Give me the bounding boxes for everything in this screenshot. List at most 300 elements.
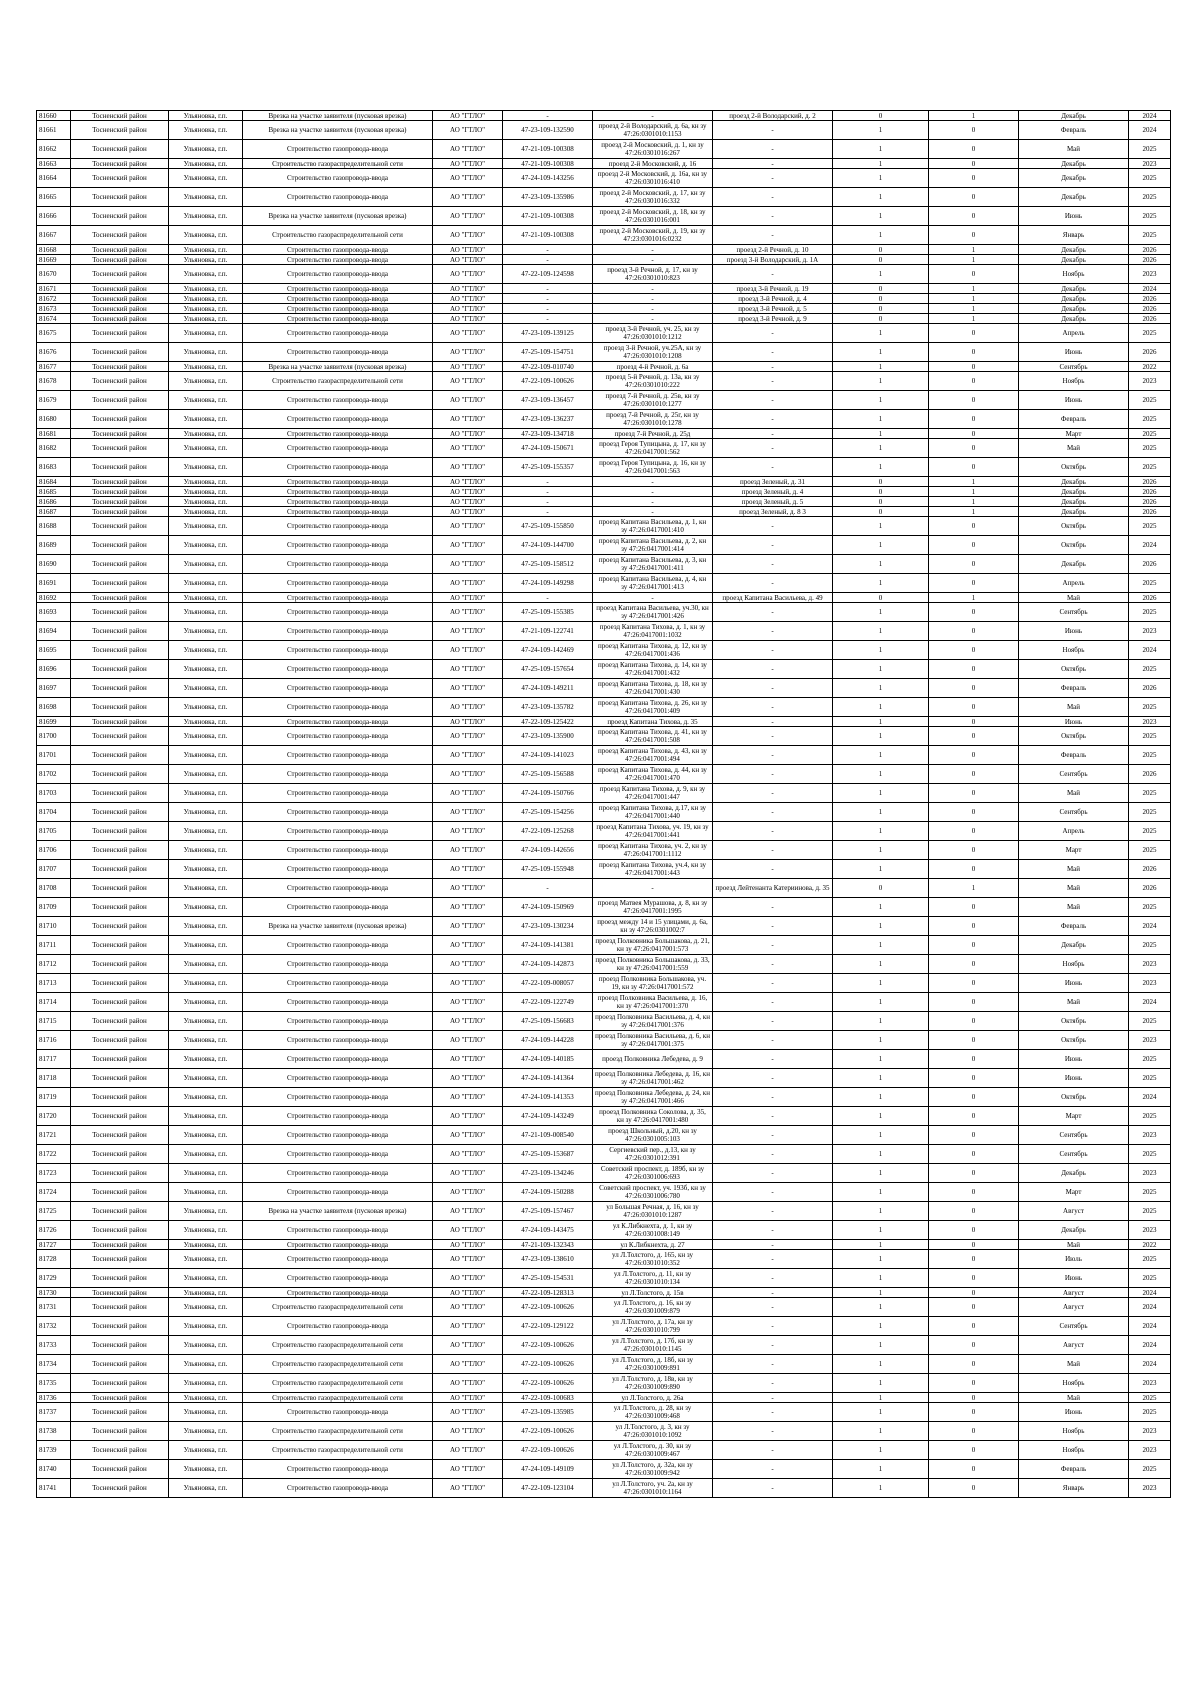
table-row [37, 974, 1171, 993]
flag-a-cell: 0 [833, 304, 929, 314]
work-type-cell: Строительство газопровода-ввода [243, 593, 433, 603]
row-number: 81715 [37, 1012, 71, 1031]
flag-b-cell: 0 [929, 898, 1019, 917]
contract-number-cell: 47-21-109-008540 [503, 1126, 593, 1145]
flag-a-cell: 1 [833, 265, 929, 284]
month-cell: Март [1019, 1107, 1129, 1126]
address-cadastral-cell: проезд Полковника Васильева, д. 6, кн зу 47:26:0417001:375 [593, 1031, 713, 1050]
flag-a-cell: 1 [833, 993, 929, 1012]
address-cell: - [713, 226, 833, 245]
row-number: 81711 [37, 936, 71, 955]
district-cell: Тосненский район [71, 1393, 169, 1403]
year-cell: 2025 [1129, 936, 1171, 955]
address-cell: - [713, 898, 833, 917]
address-cell: - [713, 660, 833, 679]
row-number: 81663 [37, 159, 71, 169]
address-cadastral-cell: проезд 4-й Речной, д. 6а [593, 362, 713, 372]
month-cell: Сентябрь [1019, 1317, 1129, 1336]
flag-b-cell: 0 [929, 1145, 1019, 1164]
address-cadastral-cell: - [593, 284, 713, 294]
table-row [37, 746, 1171, 765]
address-cadastral-cell: - [593, 245, 713, 255]
year-cell: 2022 [1129, 362, 1171, 372]
row-number: 81669 [37, 255, 71, 265]
district-cell: Тосненский район [71, 574, 169, 593]
flag-a-cell: 1 [833, 1336, 929, 1355]
month-cell: Февраль [1019, 746, 1129, 765]
flag-b-cell: 1 [929, 294, 1019, 304]
address-cell: - [713, 1298, 833, 1317]
organization-cell: АО "ГТЛО" [433, 140, 503, 159]
district-cell: Тосненский район [71, 622, 169, 641]
row-number: 81722 [37, 1145, 71, 1164]
year-cell: 2023 [1129, 1031, 1171, 1050]
address-cell: - [713, 1355, 833, 1374]
month-cell: Сентябрь [1019, 803, 1129, 822]
settlement-cell: Ульяновка, г.п. [169, 879, 243, 898]
flag-b-cell: 1 [929, 879, 1019, 898]
address-cell: - [713, 936, 833, 955]
address-cadastral-cell: проезд Капитана Васильева, уч.30, кн зу 47:26:0417001:426 [593, 603, 713, 622]
address-cadastral-cell: проезд 3-й Речной, уч.25А, кн зу 47:26:0301010:1208 [593, 343, 713, 362]
settlement-cell: Ульяновка, г.п. [169, 1050, 243, 1069]
contract-number-cell: 47-22-109-100626 [503, 1355, 593, 1374]
district-cell: Тосненский район [71, 1050, 169, 1069]
table-row [37, 1088, 1171, 1107]
flag-b-cell: 0 [929, 1317, 1019, 1336]
settlement-cell: Ульяновка, г.п. [169, 255, 243, 265]
organization-cell: АО "ГТЛО" [433, 974, 503, 993]
organization-cell: АО "ГТЛО" [433, 1298, 503, 1317]
table-row [37, 860, 1171, 879]
work-type-cell: Строительство газопровода-ввода [243, 439, 433, 458]
table-row [37, 1012, 1171, 1031]
flag-b-cell: 0 [929, 1050, 1019, 1069]
district-cell: Тосненский район [71, 111, 169, 121]
flag-a-cell: 1 [833, 1422, 929, 1441]
flag-a-cell: 1 [833, 1479, 929, 1498]
work-type-cell: Строительство газопровода-ввода [243, 860, 433, 879]
row-number: 81720 [37, 1107, 71, 1126]
settlement-cell: Ульяновка, г.п. [169, 536, 243, 555]
table-body [37, 111, 1171, 1498]
row-number: 81741 [37, 1479, 71, 1498]
address-cell: - [713, 362, 833, 372]
address-cell: - [713, 1012, 833, 1031]
address-cadastral-cell: проезд Капитана Васильева, д. 4, кн зу 47:26:0417001:413 [593, 574, 713, 593]
flag-a-cell: 1 [833, 324, 929, 343]
year-cell: 2026 [1129, 487, 1171, 497]
contract-number-cell: - [503, 284, 593, 294]
organization-cell: АО "ГТЛО" [433, 362, 503, 372]
year-cell: 2025 [1129, 1403, 1171, 1422]
district-cell: Тосненский район [71, 603, 169, 622]
address-cell: - [713, 784, 833, 803]
settlement-cell: Ульяновка, г.п. [169, 860, 243, 879]
month-cell: Октябрь [1019, 660, 1129, 679]
organization-cell: АО "ГТЛО" [433, 1050, 503, 1069]
organization-cell: АО "ГТЛО" [433, 698, 503, 717]
address-cell: - [713, 555, 833, 574]
address-cell: проезд Зеленый, д. 5 [713, 497, 833, 507]
row-number: 81664 [37, 169, 71, 188]
address-cell: - [713, 1031, 833, 1050]
flag-b-cell: 0 [929, 188, 1019, 207]
month-cell: Февраль [1019, 917, 1129, 936]
year-cell: 2025 [1129, 841, 1171, 860]
address-cell: - [713, 746, 833, 765]
table-row [37, 121, 1171, 140]
row-number: 81686 [37, 497, 71, 507]
table-row [37, 255, 1171, 265]
month-cell: Февраль [1019, 679, 1129, 698]
settlement-cell: Ульяновка, г.п. [169, 111, 243, 121]
district-cell: Тосненский район [71, 343, 169, 362]
year-cell: 2023 [1129, 159, 1171, 169]
address-cell: - [713, 429, 833, 439]
contract-number-cell: 47-21-109-100308 [503, 159, 593, 169]
organization-cell: АО "ГТЛО" [433, 936, 503, 955]
row-number: 81667 [37, 226, 71, 245]
work-type-cell: Строительство газопровода-ввода [243, 784, 433, 803]
work-type-cell: Строительство газопровода-ввода [243, 1221, 433, 1240]
district-cell: Тосненский район [71, 410, 169, 429]
flag-b-cell: 0 [929, 458, 1019, 477]
organization-cell: АО "ГТЛО" [433, 1240, 503, 1250]
organization-cell: АО "ГТЛО" [433, 314, 503, 324]
flag-b-cell: 0 [929, 1088, 1019, 1107]
work-type-cell: Строительство газопровода-ввода [243, 936, 433, 955]
year-cell: 2025 [1129, 898, 1171, 917]
address-cadastral-cell: проезд Героя Тупицына, д. 17, кн зу 47:26:0417001:562 [593, 439, 713, 458]
row-number: 81713 [37, 974, 71, 993]
settlement-cell: Ульяновка, г.п. [169, 1031, 243, 1050]
district-cell: Тосненский район [71, 746, 169, 765]
organization-cell: АО "ГТЛО" [433, 169, 503, 188]
table-row [37, 429, 1171, 439]
year-cell: 2026 [1129, 294, 1171, 304]
address-cadastral-cell: - [593, 487, 713, 497]
contract-number-cell: 47-25-109-154256 [503, 803, 593, 822]
flag-b-cell: 1 [929, 255, 1019, 265]
flag-a-cell: 1 [833, 1460, 929, 1479]
work-type-cell: Строительство газопровода-ввода [243, 1288, 433, 1298]
flag-a-cell: 1 [833, 517, 929, 536]
row-number: 81673 [37, 304, 71, 314]
month-cell: Декабрь [1019, 111, 1129, 121]
work-type-cell: Строительство газопровода-ввода [243, 1317, 433, 1336]
organization-cell: АО "ГТЛО" [433, 284, 503, 294]
address-cadastral-cell: проезд 5-й Речной, д. 13а, кн зу 47:26:0301010:222 [593, 372, 713, 391]
settlement-cell: Ульяновка, г.п. [169, 497, 243, 507]
contract-number-cell: 47-25-109-154751 [503, 343, 593, 362]
contract-number-cell: 47-23-109-134246 [503, 1164, 593, 1183]
flag-b-cell: 0 [929, 1298, 1019, 1317]
month-cell: Июнь [1019, 1269, 1129, 1288]
table-row [37, 324, 1171, 343]
year-cell: 2025 [1129, 1107, 1171, 1126]
address-cadastral-cell: проезд 2-й Московский, д. 17, кн зу 47:26:0301016:332 [593, 188, 713, 207]
contract-number-cell: - [503, 245, 593, 255]
row-number: 81697 [37, 679, 71, 698]
flag-b-cell: 1 [929, 314, 1019, 324]
year-cell: 2023 [1129, 1164, 1171, 1183]
district-cell: Тосненский район [71, 1460, 169, 1479]
year-cell: 2023 [1129, 1479, 1171, 1498]
month-cell: Сентябрь [1019, 1126, 1129, 1145]
contract-number-cell: 47-24-109-149109 [503, 1460, 593, 1479]
flag-a-cell: 0 [833, 284, 929, 294]
table-row [37, 391, 1171, 410]
flag-a-cell: 1 [833, 140, 929, 159]
flag-b-cell: 1 [929, 497, 1019, 507]
flag-a-cell: 1 [833, 860, 929, 879]
table-row [37, 1145, 1171, 1164]
month-cell: Май [1019, 993, 1129, 1012]
work-type-cell: Строительство газопровода-ввода [243, 955, 433, 974]
work-type-cell: Врезка на участке заявителя (пусковая врезка) [243, 917, 433, 936]
organization-cell: АО "ГТЛО" [433, 1479, 503, 1498]
month-cell: Декабрь [1019, 477, 1129, 487]
flag-b-cell: 0 [929, 1107, 1019, 1126]
year-cell: 2025 [1129, 1145, 1171, 1164]
flag-a-cell: 1 [833, 362, 929, 372]
work-type-cell: Строительство газораспределительной сети [243, 372, 433, 391]
district-cell: Тосненский район [71, 936, 169, 955]
contract-number-cell: 47-25-109-157467 [503, 1202, 593, 1221]
address-cadastral-cell: проезд Полковника Васильева, д. 16, кн зу 47:26:0417001:370 [593, 993, 713, 1012]
month-cell: Апрель [1019, 574, 1129, 593]
flag-b-cell: 0 [929, 555, 1019, 574]
address-cadastral-cell: проезд 2-й Московский, д. 16 [593, 159, 713, 169]
address-cell: проезд 3-й Володарский, д. 1А [713, 255, 833, 265]
contract-number-cell: 47-22-109-008057 [503, 974, 593, 993]
work-type-cell: Врезка на участке заявителя (пусковая врезка) [243, 111, 433, 121]
table-row [37, 304, 1171, 314]
month-cell: Февраль [1019, 121, 1129, 140]
year-cell: 2025 [1129, 698, 1171, 717]
table-row [37, 727, 1171, 746]
contract-number-cell: 47-25-109-157654 [503, 660, 593, 679]
table-row [37, 1288, 1171, 1298]
contract-number-cell: 47-25-109-158512 [503, 555, 593, 574]
flag-b-cell: 0 [929, 429, 1019, 439]
organization-cell: АО "ГТЛО" [433, 955, 503, 974]
month-cell: Октябрь [1019, 536, 1129, 555]
year-cell: 2023 [1129, 622, 1171, 641]
month-cell: Май [1019, 1355, 1129, 1374]
row-number: 81682 [37, 439, 71, 458]
address-cell: - [713, 1422, 833, 1441]
flag-b-cell: 0 [929, 1069, 1019, 1088]
address-cell: - [713, 841, 833, 860]
settlement-cell: Ульяновка, г.п. [169, 1088, 243, 1107]
contract-number-cell: - [503, 255, 593, 265]
table-row [37, 1403, 1171, 1422]
table-row [37, 1441, 1171, 1460]
month-cell: Май [1019, 1393, 1129, 1403]
district-cell: Тосненский район [71, 698, 169, 717]
flag-a-cell: 0 [833, 314, 929, 324]
flag-a-cell: 0 [833, 879, 929, 898]
district-cell: Тосненский район [71, 1374, 169, 1393]
month-cell: Февраль [1019, 410, 1129, 429]
settlement-cell: Ульяновка, г.п. [169, 1460, 243, 1479]
address-cadastral-cell: ул Л.Толстого, д. 32а, кн зу 47:26:0301009:942 [593, 1460, 713, 1479]
address-cell: - [713, 458, 833, 477]
flag-a-cell: 1 [833, 159, 929, 169]
organization-cell: АО "ГТЛО" [433, 1269, 503, 1288]
flag-b-cell: 1 [929, 304, 1019, 314]
district-cell: Тосненский район [71, 1422, 169, 1441]
year-cell: 2026 [1129, 245, 1171, 255]
contract-number-cell: 47-22-109-100683 [503, 1393, 593, 1403]
organization-cell: АО "ГТЛО" [433, 993, 503, 1012]
year-cell: 2024 [1129, 1355, 1171, 1374]
district-cell: Тосненский район [71, 265, 169, 284]
address-cadastral-cell: проезд Героя Тупицына, д. 16, кн зу 47:26:0417001:563 [593, 458, 713, 477]
year-cell: 2026 [1129, 879, 1171, 898]
row-number: 81736 [37, 1393, 71, 1403]
contract-number-cell: 47-21-109-100308 [503, 207, 593, 226]
year-cell: 2025 [1129, 169, 1171, 188]
table-row [37, 955, 1171, 974]
settlement-cell: Ульяновка, г.п. [169, 936, 243, 955]
district-cell: Тосненский район [71, 207, 169, 226]
settlement-cell: Ульяновка, г.п. [169, 622, 243, 641]
address-cadastral-cell: проезд Матвея Мурашова, д. 8, кн зу 47:26:0417001:1995 [593, 898, 713, 917]
address-cell: - [713, 1336, 833, 1355]
address-cell: проезд 3-й Речной, д. 9 [713, 314, 833, 324]
table-row [37, 1336, 1171, 1355]
work-type-cell: Строительство газопровода-ввода [243, 555, 433, 574]
year-cell: 2025 [1129, 822, 1171, 841]
work-type-cell: Строительство газораспределительной сети [243, 1422, 433, 1441]
work-type-cell: Врезка на участке заявителя (пусковая врезка) [243, 121, 433, 140]
flag-b-cell: 1 [929, 245, 1019, 255]
flag-b-cell: 1 [929, 507, 1019, 517]
contract-number-cell: 47-25-109-153687 [503, 1145, 593, 1164]
month-cell: Май [1019, 1240, 1129, 1250]
flag-b-cell: 0 [929, 1393, 1019, 1403]
organization-cell: АО "ГТЛО" [433, 255, 503, 265]
flag-b-cell: 0 [929, 265, 1019, 284]
district-cell: Тосненский район [71, 429, 169, 439]
table-row [37, 1250, 1171, 1269]
settlement-cell: Ульяновка, г.п. [169, 487, 243, 497]
year-cell: 2025 [1129, 1393, 1171, 1403]
address-cadastral-cell: проезд Капитана Тихова, д. 14, кн зу 47:26:0417001:432 [593, 660, 713, 679]
settlement-cell: Ульяновка, г.п. [169, 226, 243, 245]
flag-b-cell: 0 [929, 641, 1019, 660]
contract-number-cell: 47-25-109-155357 [503, 458, 593, 477]
contract-number-cell: 47-24-109-143256 [503, 169, 593, 188]
settlement-cell: Ульяновка, г.п. [169, 324, 243, 343]
address-cell: - [713, 717, 833, 727]
flag-b-cell: 0 [929, 362, 1019, 372]
month-cell: Декабрь [1019, 245, 1129, 255]
settlement-cell: Ульяновка, г.п. [169, 458, 243, 477]
table-row [37, 487, 1171, 497]
table-row [37, 622, 1171, 641]
organization-cell: АО "ГТЛО" [433, 487, 503, 497]
row-number: 81695 [37, 641, 71, 660]
organization-cell: АО "ГТЛО" [433, 1012, 503, 1031]
work-type-cell: Строительство газопровода-ввода [243, 841, 433, 860]
row-number: 81705 [37, 822, 71, 841]
contract-number-cell: 47-22-109-123104 [503, 1479, 593, 1498]
settlement-cell: Ульяновка, г.п. [169, 727, 243, 746]
work-type-cell: Строительство газопровода-ввода [243, 1183, 433, 1202]
contract-number-cell: 47-22-109-129122 [503, 1317, 593, 1336]
address-cell: - [713, 1183, 833, 1202]
flag-a-cell: 0 [833, 507, 929, 517]
month-cell: Ноябрь [1019, 265, 1129, 284]
month-cell: Май [1019, 784, 1129, 803]
work-type-cell: Строительство газопровода-ввода [243, 343, 433, 362]
address-cadastral-cell: ул Л.Толстого, уч. 2а, кн зу 47:26:0301010:1164 [593, 1479, 713, 1498]
table-row [37, 536, 1171, 555]
address-cadastral-cell: ул К.Либкнехта, д. 1, кн зу 47:26:0301008:149 [593, 1221, 713, 1240]
organization-cell: АО "ГТЛО" [433, 1355, 503, 1374]
row-number: 81691 [37, 574, 71, 593]
organization-cell: АО "ГТЛО" [433, 517, 503, 536]
flag-b-cell: 0 [929, 121, 1019, 140]
month-cell: Октябрь [1019, 458, 1129, 477]
address-cadastral-cell: ул К.Либкнехта, д. 27 [593, 1240, 713, 1250]
flag-b-cell: 0 [929, 717, 1019, 727]
row-number: 81712 [37, 955, 71, 974]
settlement-cell: Ульяновка, г.п. [169, 1240, 243, 1250]
flag-b-cell: 0 [929, 803, 1019, 822]
district-cell: Тосненский район [71, 226, 169, 245]
flag-b-cell: 1 [929, 477, 1019, 487]
row-number: 81696 [37, 660, 71, 679]
settlement-cell: Ульяновка, г.п. [169, 121, 243, 140]
flag-b-cell: 0 [929, 169, 1019, 188]
row-number: 81737 [37, 1403, 71, 1422]
address-cadastral-cell: ул Л.Толстого, д. 11, кн зу 47:26:0301010:134 [593, 1269, 713, 1288]
address-cadastral-cell: ул Л.Толстого, д. 17а, кн зу 47:26:0301010:799 [593, 1317, 713, 1336]
row-number: 81676 [37, 343, 71, 362]
organization-cell: АО "ГТЛО" [433, 1288, 503, 1298]
address-cadastral-cell: проезд между 14 и 15 улицами, д. 6а, кн зу 47:26:0301002:7 [593, 917, 713, 936]
settlement-cell: Ульяновка, г.п. [169, 955, 243, 974]
district-cell: Тосненский район [71, 1088, 169, 1107]
month-cell: Август [1019, 1288, 1129, 1298]
year-cell: 2026 [1129, 860, 1171, 879]
flag-a-cell: 1 [833, 574, 929, 593]
address-cell: - [713, 1088, 833, 1107]
organization-cell: АО "ГТЛО" [433, 429, 503, 439]
year-cell: 2025 [1129, 140, 1171, 159]
flag-b-cell: 0 [929, 372, 1019, 391]
district-cell: Тосненский район [71, 294, 169, 304]
settlement-cell: Ульяновка, г.п. [169, 1317, 243, 1336]
year-cell: 2025 [1129, 574, 1171, 593]
settlement-cell: Ульяновка, г.п. [169, 765, 243, 784]
address-cadastral-cell: проезд Капитана Тихова, д. 41, кн зу 47:26:0417001:508 [593, 727, 713, 746]
settlement-cell: Ульяновка, г.п. [169, 1355, 243, 1374]
district-cell: Тосненский район [71, 497, 169, 507]
settlement-cell: Ульяновка, г.п. [169, 429, 243, 439]
organization-cell: АО "ГТЛО" [433, 917, 503, 936]
work-type-cell: Строительство газопровода-ввода [243, 1403, 433, 1422]
row-number: 81680 [37, 410, 71, 429]
flag-b-cell: 0 [929, 1336, 1019, 1355]
work-type-cell: Строительство газопровода-ввода [243, 1031, 433, 1050]
table-row [37, 660, 1171, 679]
